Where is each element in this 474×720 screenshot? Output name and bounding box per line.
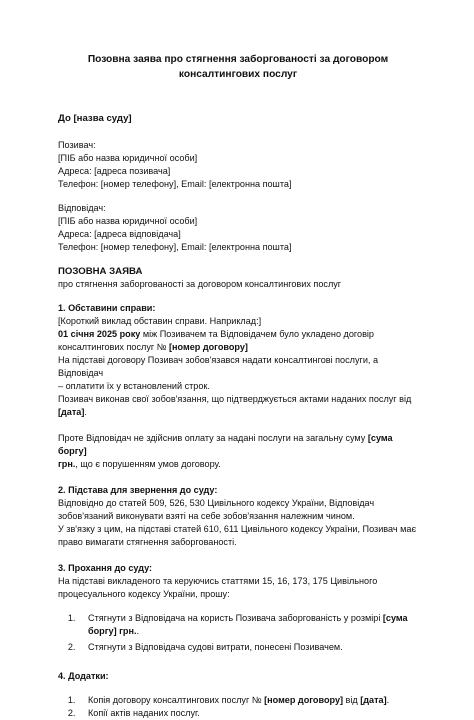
defendant-contacts: Телефон: [номер телефону], Email: [електронна пошта]: [58, 242, 292, 252]
attachment-contract-number: [номер договору]: [264, 695, 344, 705]
section-1-obligation-1: На підставі договору Позивач зобов'язався надати консалтингові послуги, а Відповідач: [58, 355, 379, 378]
contract-date: 01 січня 2025 року: [58, 329, 141, 339]
contract-number: [номер договору]: [169, 342, 248, 352]
claim-heading: ПОЗОВНА ЗАЯВА: [58, 266, 143, 277]
debt-currency: грн.: [58, 459, 76, 469]
section-3-line-1: На підставі викладеного та керуючись статтями 15, 16, 173, 175 Цивільного: [58, 576, 378, 586]
section-4-heading: 4. Додатки:: [58, 671, 109, 681]
claim-header: [58, 265, 418, 291]
section-1-heading: 1. Обставини справи:: [58, 303, 156, 313]
plaintiff-name: [ПІБ або назва юридичної особи]: [58, 153, 198, 163]
section-attachments: [58, 670, 418, 720]
request-amount-b: боргу] грн.: [88, 626, 137, 636]
attachment-item-1: 1. Копія договору консалтингових послуг № [номер договору] від [дата].: [78, 694, 418, 707]
section-1-contract-date: 01 січня 2025 року між Позивачем та Відповідачем було укладено договір: [58, 329, 374, 339]
request-item-2: 2. Стягнути з Відповідача судові витрати, понесені Позивачем.: [78, 641, 418, 654]
attachments-list: [58, 694, 418, 720]
defendant-label: Відповідач:: [58, 203, 106, 213]
section-3-line-2: процесуального кодексу України, прошу:: [58, 589, 230, 599]
plaintiff-label: Позивач:: [58, 140, 96, 150]
debt-amount: [сума боргу]: [58, 433, 393, 456]
section-2-line-1: Відповідно до статей 509, 526, 530 Цивільного кодексу України, Відповідач: [58, 498, 375, 508]
section-2-line-2: зобов'язаний виконувати взяті на себе зобов'язання належним чином.: [58, 511, 355, 521]
defendant-address: Адреса: [адреса відповідача]: [58, 229, 181, 239]
claim-subheading: про стягнення заборгованості за договором консалтингових послуг: [58, 279, 342, 289]
plaintiff-block: [58, 139, 418, 191]
court-name: До [назва суду]: [58, 113, 132, 124]
section-2-line-4: право вимагати стягнення заборгованості.: [58, 537, 237, 547]
acts-date: [дата]: [58, 407, 85, 417]
section-1-contract-number: консалтингових послуг № [номер договору]: [58, 342, 248, 352]
attachment-date: [дата]: [360, 695, 387, 705]
section-1-intro: [Короткий виклад обставин справи. Наприклад:]: [58, 316, 262, 326]
section-1-nonpayment-2: грн., що є порушенням умов договору.: [58, 459, 221, 469]
section-2-heading: 2. Підстава для звернення до суду:: [58, 485, 218, 495]
plaintiff-address: Адреса: [адреса позивача]: [58, 166, 171, 176]
section-3-heading: 3. Прохання до суду:: [58, 563, 153, 573]
defendant-block: [58, 202, 418, 254]
section-1-obligation-2: – оплатити їх у встановлений строк.: [58, 381, 210, 391]
request-amount-a: [сума: [382, 613, 408, 623]
section-1-nonpayment-1: Проте Відповідач не здійснив оплату за надані послуги на загальну суму [сума боргу]: [58, 433, 393, 456]
defendant-name: [ПІБ або назва юридичної особи]: [58, 216, 198, 226]
section-2-line-3: У зв'язку з цим, на підставі статей 610, 611 Цивільного кодексу України, Позивач має: [58, 524, 417, 534]
section-circumstances: [58, 302, 418, 471]
section-grounds: [58, 484, 418, 549]
plaintiff-contacts: Телефон: [номер телефону], Email: [електронна пошта]: [58, 179, 292, 189]
title-line-2: консалтингових послуг: [178, 68, 298, 80]
attachment-item-2: 2. Копії актів наданих послуг.: [78, 707, 418, 720]
section-request: [58, 562, 418, 654]
request-item-1: 1. Стягнути з Відповідача на користь Позивача заборгованість у розмірі [сума боргу] грн..: [78, 612, 418, 638]
title-line-1: Позовна заява про стягнення заборгованості за договором: [87, 54, 389, 65]
document-title: [58, 53, 418, 82]
section-1-fulfilled-1: Позивач виконав свої зобов'язання, що підтверджується актами наданих послуг від: [58, 394, 412, 404]
section-1-fulfilled-2: [дата].: [58, 407, 87, 417]
request-list: [58, 612, 418, 654]
